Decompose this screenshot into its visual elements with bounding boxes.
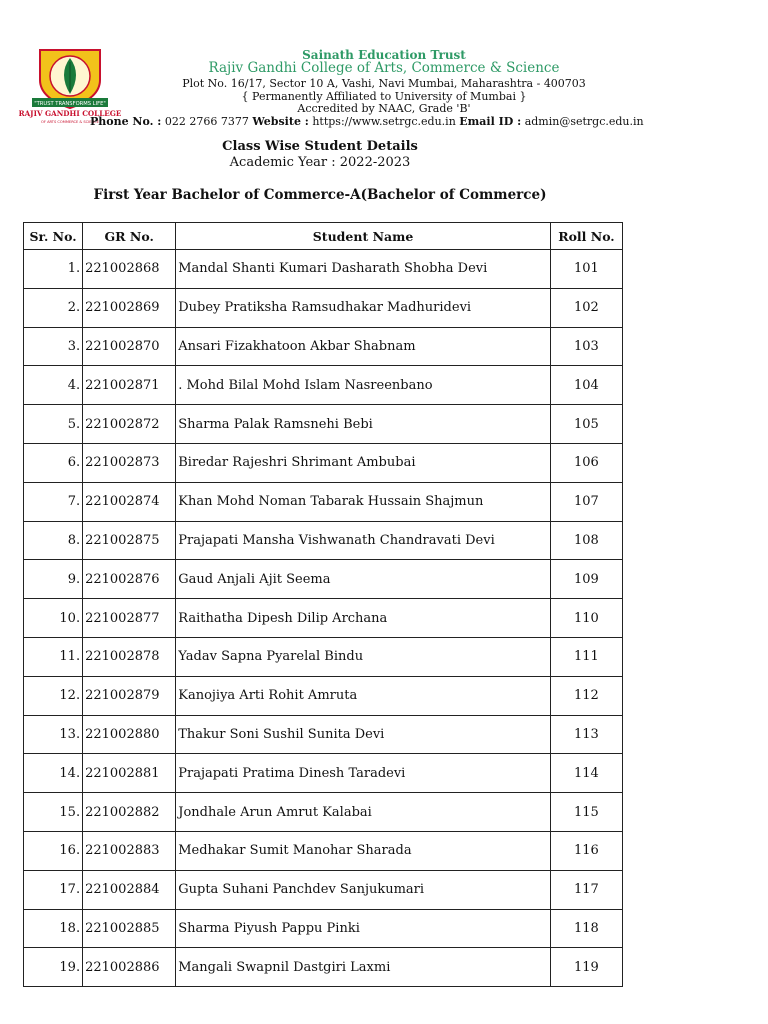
- logo-sub-text: OF ARTS COMMERCE & SCIENCE: [41, 120, 99, 124]
- logo-name-text: RAJIV GANDHI COLLEGE: [18, 109, 122, 118]
- table-row: [24, 715, 623, 754]
- name-cell: Jondhale Arun Amrut Kalabai: [176, 793, 551, 832]
- sr-cell: 7.: [24, 482, 83, 521]
- roll-cell: 117: [550, 870, 622, 909]
- gr-cell: 221002883: [83, 831, 176, 870]
- table-row: [24, 831, 623, 870]
- name-cell: Dubey Pratiksha Ramsudhakar Madhuridevi: [176, 288, 551, 327]
- roll-cell: 114: [550, 754, 622, 793]
- sr-cell: 10.: [24, 599, 83, 638]
- name-cell: Kanojiya Arti Rohit Amruta: [176, 676, 551, 715]
- gr-cell: 221002877: [83, 599, 176, 638]
- table-row: [24, 482, 623, 521]
- gr-cell: 221002879: [83, 676, 176, 715]
- roll-cell: 111: [550, 637, 622, 676]
- gr-cell: 221002881: [83, 754, 176, 793]
- name-cell: Biredar Rajeshri Shrimant Ambubai: [176, 443, 551, 482]
- gr-cell: 221002886: [83, 948, 176, 987]
- college-accreditation: Accredited by NAAC, Grade 'B': [297, 102, 471, 115]
- gr-cell: 221002885: [83, 909, 176, 948]
- contact-line: [90, 115, 644, 128]
- name-cell: Sharma Palak Ramsnehi Bebi: [176, 405, 551, 444]
- gr-cell: 221002878: [83, 637, 176, 676]
- table-row: [24, 599, 623, 638]
- name-cell: Prajapati Mansha Vishwanath Chandravati Devi: [176, 521, 551, 560]
- sr-cell: 11.: [24, 637, 83, 676]
- sr-cell: 8.: [24, 521, 83, 560]
- sr-cell: 13.: [24, 715, 83, 754]
- academic-year: Academic Year : 2022-2023: [229, 155, 411, 170]
- sr-cell: 6.: [24, 443, 83, 482]
- roll-cell: 116: [550, 831, 622, 870]
- name-cell: Khan Mohd Noman Tabarak Hussain Shajmun: [176, 482, 551, 521]
- sr-cell: 14.: [24, 754, 83, 793]
- header-roll-no: Roll No.: [550, 223, 622, 250]
- header-sr-no: Sr. No.: [24, 223, 83, 250]
- website-link[interactable]: https://www.setrgc.edu.in: [312, 115, 456, 128]
- sr-cell: 4.: [24, 366, 83, 405]
- table-row: [24, 560, 623, 599]
- gr-cell: 221002873: [83, 443, 176, 482]
- table-row: [24, 948, 623, 987]
- name-cell: Gaud Anjali Ajit Seema: [176, 560, 551, 599]
- document-title: Class Wise Student Details: [222, 139, 418, 154]
- name-cell: Sharma Piyush Pappu Pinki: [176, 909, 551, 948]
- trust-name: Sainath Education Trust: [302, 48, 466, 62]
- sr-cell: 9.: [24, 560, 83, 599]
- gr-cell: 221002870: [83, 327, 176, 366]
- header-gr-no: GR No.: [83, 223, 176, 250]
- gr-cell: 221002871: [83, 366, 176, 405]
- class-name: First Year Bachelor of Commerce-A(Bachelor of Commerce): [93, 187, 547, 203]
- roll-cell: 109: [550, 560, 622, 599]
- table-row: [24, 754, 623, 793]
- table-row: [24, 521, 623, 560]
- name-cell: Raithatha Dipesh Dilip Archana: [176, 599, 551, 638]
- roll-cell: 107: [550, 482, 622, 521]
- sr-cell: 3.: [24, 327, 83, 366]
- college-address: Plot No. 16/17, Sector 10 A, Vashi, Navi Mumbai, Maharashtra - 400703: [182, 77, 586, 90]
- table-header-row: [24, 223, 623, 250]
- college-name: Rajiv Gandhi College of Arts, Commerce & Science: [208, 60, 560, 76]
- name-cell: Medhakar Sumit Manohar Sharada: [176, 831, 551, 870]
- roll-cell: 102: [550, 288, 622, 327]
- sr-cell: 18.: [24, 909, 83, 948]
- website-label: Website :: [252, 115, 309, 128]
- name-cell: Mandal Shanti Kumari Dasharath Shobha Devi: [176, 250, 551, 289]
- table-body: [24, 250, 623, 987]
- table-row: [24, 288, 623, 327]
- phone-number: 022 2766 7377: [164, 115, 249, 128]
- name-cell: Ansari Fizakhatoon Akbar Shabnam: [176, 327, 551, 366]
- gr-cell: 221002868: [83, 250, 176, 289]
- sr-cell: 19.: [24, 948, 83, 987]
- name-cell: Thakur Soni Sushil Sunita Devi: [176, 715, 551, 754]
- roll-cell: 110: [550, 599, 622, 638]
- header-student-name: Student Name: [176, 223, 551, 250]
- table-row: [24, 250, 623, 289]
- gr-cell: 221002872: [83, 405, 176, 444]
- table-row: [24, 405, 623, 444]
- gr-cell: 221002875: [83, 521, 176, 560]
- roll-cell: 113: [550, 715, 622, 754]
- name-cell: Mangali Swapnil Dastgiri Laxmi: [176, 948, 551, 987]
- sr-cell: 1.: [24, 250, 83, 289]
- roll-cell: 108: [550, 521, 622, 560]
- sr-cell: 12.: [24, 676, 83, 715]
- table-row: [24, 327, 623, 366]
- roll-cell: 115: [550, 793, 622, 832]
- gr-cell: 221002882: [83, 793, 176, 832]
- gr-cell: 221002880: [83, 715, 176, 754]
- college-affiliation: { Permanently Affiliated to University of Mumbai }: [241, 90, 527, 103]
- roll-cell: 118: [550, 909, 622, 948]
- email-label: Email ID :: [459, 115, 522, 128]
- table-row: [24, 870, 623, 909]
- sr-cell: 17.: [24, 870, 83, 909]
- table-row: [24, 637, 623, 676]
- sr-cell: 2.: [24, 288, 83, 327]
- roll-cell: 119: [550, 948, 622, 987]
- table-row: [24, 443, 623, 482]
- sr-cell: 16.: [24, 831, 83, 870]
- table-row: [24, 676, 623, 715]
- table-row: [24, 366, 623, 405]
- sr-cell: 5.: [24, 405, 83, 444]
- email-link[interactable]: admin@setrgc.edu.in: [524, 115, 644, 128]
- table-row: [24, 793, 623, 832]
- roll-cell: 104: [550, 366, 622, 405]
- roll-cell: 103: [550, 327, 622, 366]
- roll-cell: 101: [550, 250, 622, 289]
- gr-cell: 221002884: [83, 870, 176, 909]
- name-cell: . Mohd Bilal Mohd Islam Nasreenbano: [176, 366, 551, 405]
- student-table: [23, 222, 623, 987]
- name-cell: Gupta Suhani Panchdev Sanjukumari: [176, 870, 551, 909]
- name-cell: Prajapati Pratima Dinesh Taradevi: [176, 754, 551, 793]
- phone-label: Phone No. :: [90, 115, 162, 128]
- logo-ribbon-text: "TRUST TRANSFORMS LIFE": [34, 101, 106, 107]
- table-row: [24, 909, 623, 948]
- roll-cell: 112: [550, 676, 622, 715]
- roll-cell: 105: [550, 405, 622, 444]
- name-cell: Yadav Sapna Pyarelal Bindu: [176, 637, 551, 676]
- sr-cell: 15.: [24, 793, 83, 832]
- roll-cell: 106: [550, 443, 622, 482]
- gr-cell: 221002869: [83, 288, 176, 327]
- gr-cell: 221002874: [83, 482, 176, 521]
- gr-cell: 221002876: [83, 560, 176, 599]
